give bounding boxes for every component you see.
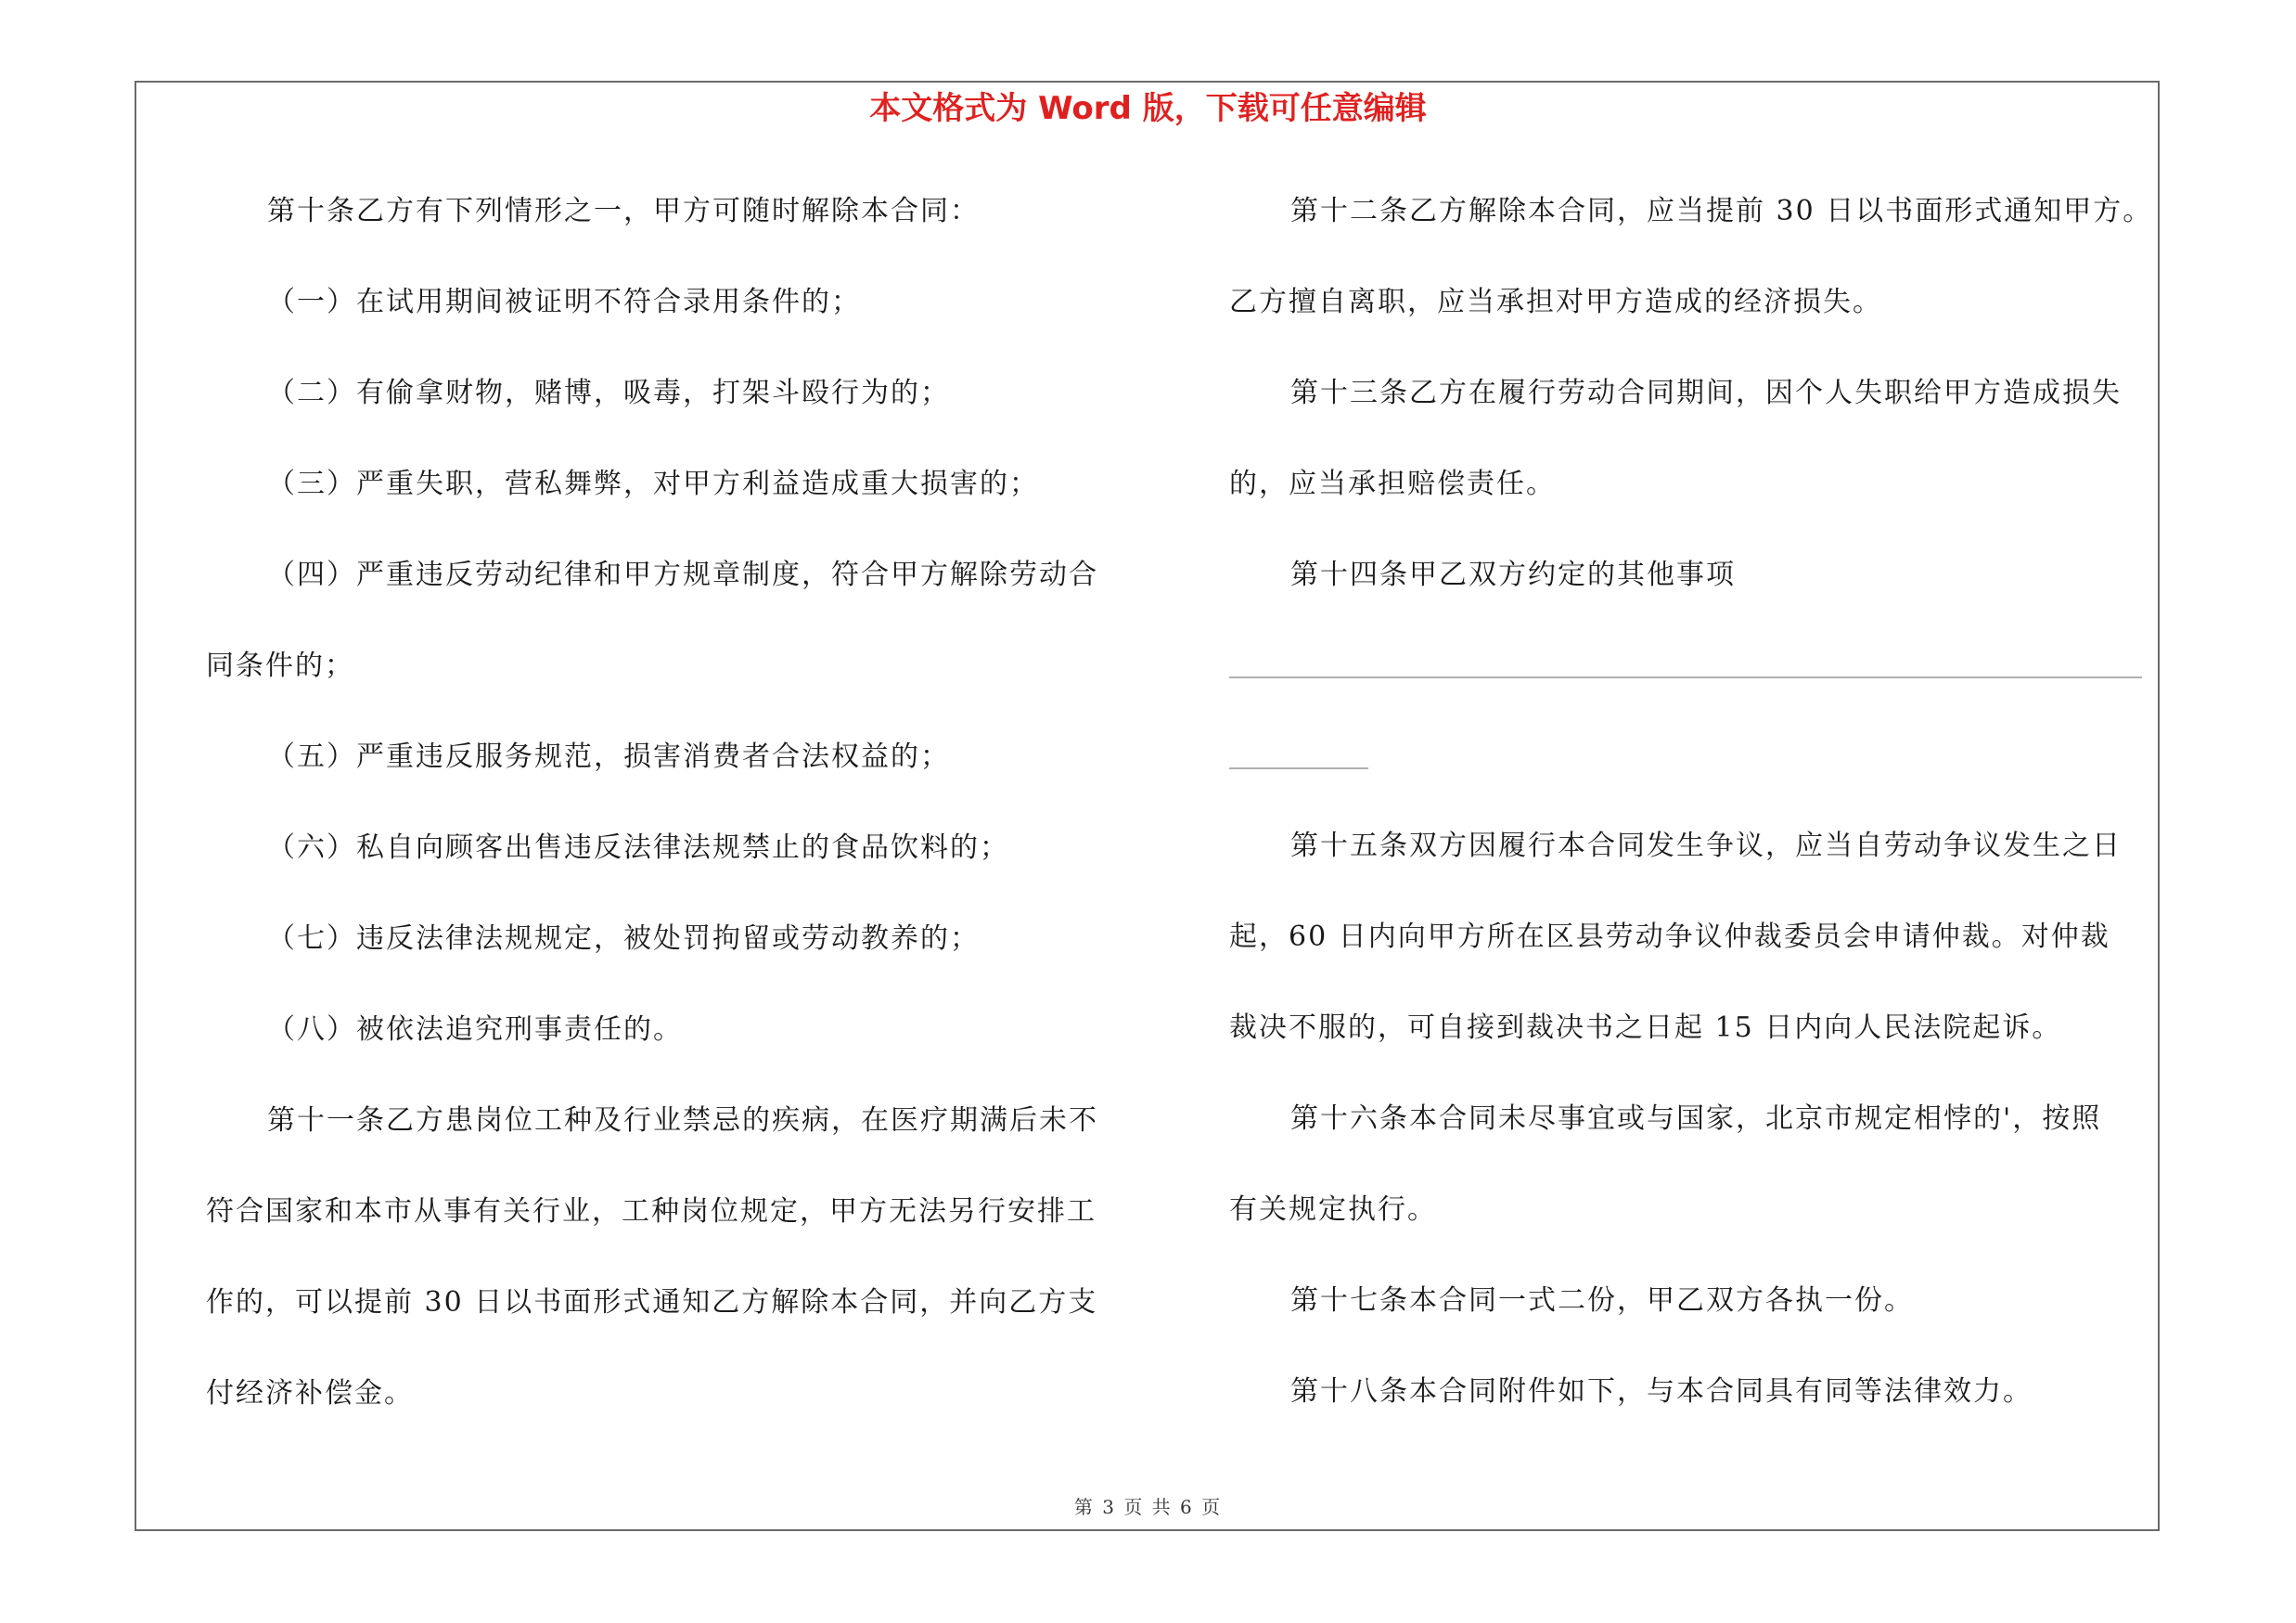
article-13-line-1: 第十三条乙方在履行劳动合同期间，因个人失职给甲方造成损失 [1290,377,2122,409]
article-11-line-2: 符合国家和本市从事有关行业，工种岗位规定，甲方无法另行安排工 [206,1195,1097,1228]
article-10-item-4: （四）严重违反劳动纪律和甲方规章制度，符合甲方解除劳动合 [267,559,1098,591]
article-10-item-4-cont: 同条件的； [206,650,354,682]
article-13-line-2: 的，应当承担赔偿责任。 [1229,468,1556,500]
article-10-heading: 第十条乙方有下列情形之一，甲方可随时解除本合同： [267,195,980,227]
article-10-item-1: （一）在试用期间被证明不符合录用条件的； [267,286,861,318]
article-10-item-2: （二）有偷拿财物，赌博，吸毒，打架斗殴行为的； [267,377,950,409]
article-15-line-2: 起，60 日内向甲方所在区县劳动争议仲裁委员会申请仲裁。对仲裁 [1229,921,2110,953]
article-10-item-6: （六）私自向顾客出售违反法律法规禁止的食品饮料的； [267,831,1009,864]
article-16-line-2: 有关规定执行。 [1229,1193,1437,1226]
article-15-line-1: 第十五条双方因履行本合同发生争议，应当自劳动争议发生之日 [1290,830,2122,862]
article-18: 第十八条本合同附件如下，与本合同具有同等法律效力。 [1290,1375,2033,1408]
page-number: 第 3 页 共 6 页 [1073,1496,1223,1518]
fill-in-line-1 [1229,676,2142,678]
fill-in-line-2 [1229,767,1368,769]
article-12-line-2: 乙方擅自离职，应当承担对甲方造成的经济损失。 [1229,286,1882,318]
article-10-item-5: （五）严重违反服务规范，损害消费者合法权益的； [267,741,950,773]
article-10-item-3: （三）严重失职，营私舞弊，对甲方利益造成重大损害的； [267,468,1039,500]
article-11-line-3: 作的，可以提前 30 日以书面形式通知乙方解除本合同，并向乙方支 [206,1286,1098,1319]
article-10-item-8: （八）被依法追究刑事责任的。 [267,1013,683,1046]
format-banner: 本文格式为 Word 版，下载可任意编辑 [869,90,1427,127]
article-12-line-1: 第十二条乙方解除本合同，应当提前 30 日以书面形式通知甲方。 [1290,195,2153,227]
article-14-heading: 第十四条甲乙双方约定的其他事项 [1290,559,1736,591]
article-10-item-7: （七）违反法律法规规定，被处罚拘留或劳动教养的； [267,922,980,955]
article-17: 第十七条本合同一式二份，甲乙双方各执一份。 [1290,1284,1914,1317]
article-11-line-4: 付经济补偿金。 [206,1377,414,1410]
article-15-line-3: 裁决不服的，可自接到裁决书之日起 15 日内向人民法院起诉。 [1229,1011,2062,1044]
article-16-line-1: 第十六条本合同未尽事宜或与国家，北京市规定相悖的'，按照 [1290,1102,2102,1135]
article-11-line-1: 第十一条乙方患岗位工种及行业禁忌的疾病，在医疗期满后未不 [267,1104,1098,1137]
